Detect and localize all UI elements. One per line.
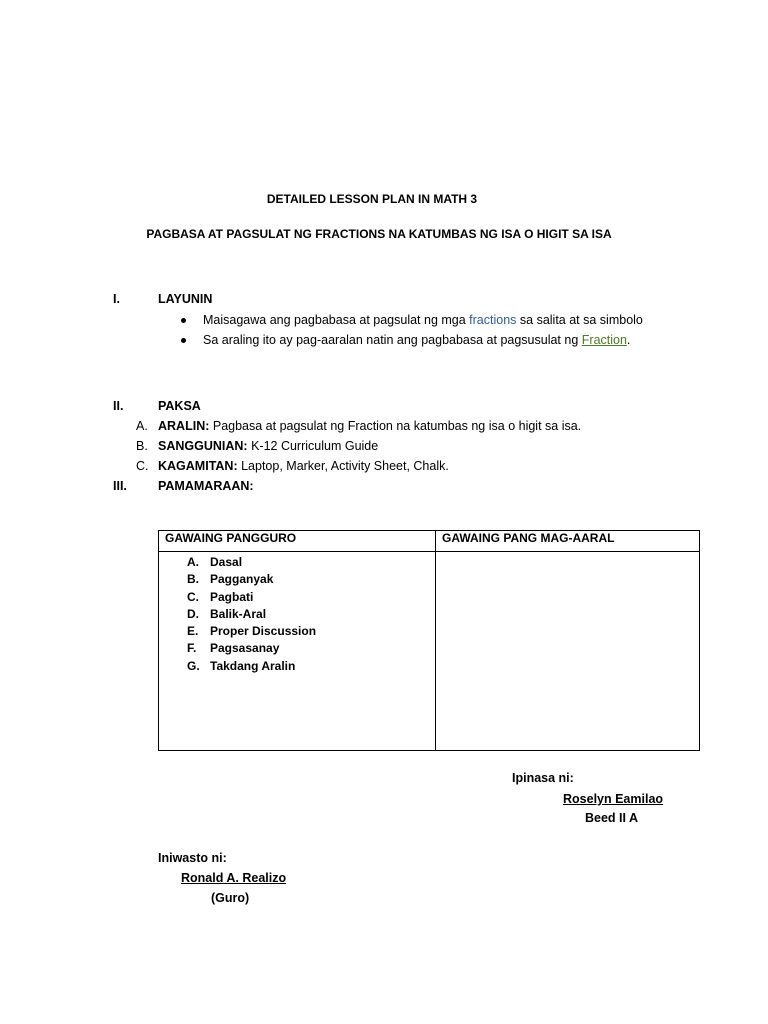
checker-name: Ronald A. Realizo bbox=[181, 871, 287, 885]
objective-1-text-after: sa salita at sa simbolo bbox=[516, 313, 643, 327]
topic-item-text: Pagbasa at pagsulat ng Fraction na katumbas ng isa o higit sa isa. bbox=[209, 419, 582, 433]
topic-item-label: ARALIN: bbox=[158, 419, 210, 433]
submitter-name: Roselyn Eamilao bbox=[563, 792, 664, 806]
section-1-numeral: I. bbox=[113, 292, 120, 306]
list-item bbox=[159, 640, 435, 657]
table-row bbox=[159, 552, 700, 751]
step-label: Pagganyak bbox=[210, 572, 274, 587]
section-2-numeral: II. bbox=[113, 399, 124, 413]
document-heading: DETAILED LESSON PLAN IN MATH 3 bbox=[266, 192, 478, 206]
topic-item-label: KAGAMITAN: bbox=[158, 459, 238, 473]
topic-item-text: Laptop, Marker, Activity Sheet, Chalk. bbox=[237, 459, 449, 473]
list-item bbox=[159, 554, 435, 571]
step-label: Dasal bbox=[210, 555, 243, 569]
teacher-activities-cell bbox=[159, 552, 436, 751]
section-2-title: PAKSA bbox=[158, 399, 201, 413]
objective-2 bbox=[203, 333, 630, 347]
table-header-teacher: GAWAING PANGGURO bbox=[159, 531, 436, 552]
topic-item-aralin bbox=[158, 419, 581, 433]
topic-item-letter: C. bbox=[136, 459, 149, 473]
step-label: Pagbati bbox=[210, 589, 254, 604]
section-1-title: LAYUNIN bbox=[158, 292, 213, 306]
objective-2-text-after: . bbox=[626, 333, 631, 347]
list-item bbox=[159, 589, 435, 606]
step-letter: C. bbox=[187, 589, 199, 604]
step-letter: G. bbox=[187, 658, 200, 673]
topic-item-kagamitan bbox=[158, 459, 449, 473]
list-item bbox=[159, 623, 435, 640]
document-subheading: PAGBASA AT PAGSULAT NG FRACTIONS NA KATUMBAS NG ISA O HIGIT SA ISA bbox=[146, 227, 612, 241]
topic-item-sanggunian bbox=[158, 439, 378, 453]
step-letter: B. bbox=[187, 572, 199, 587]
step-label: Proper Discussion bbox=[210, 624, 317, 639]
checker-role: (Guro) bbox=[211, 891, 250, 905]
topic-item-letter: A. bbox=[136, 419, 148, 433]
objective-1-highlight: fractions bbox=[469, 313, 517, 327]
section-3-numeral: III. bbox=[113, 479, 127, 493]
topic-item-text: K-12 Curriculum Guide bbox=[247, 439, 379, 453]
checked-label: Iniwasto ni: bbox=[158, 851, 227, 865]
objective-1-text-before: Maisagawa ang pagbabasa at pagsulat ng mga bbox=[203, 313, 470, 327]
step-letter: F. bbox=[187, 641, 197, 656]
bullet-icon bbox=[181, 338, 186, 343]
bullet-icon bbox=[181, 318, 186, 323]
step-letter: A. bbox=[187, 555, 199, 569]
table-header-row bbox=[159, 531, 700, 552]
step-label: Takdang Aralin bbox=[210, 658, 296, 673]
submitter-section: Beed II A bbox=[585, 811, 639, 825]
objective-2-highlight: Fraction bbox=[581, 333, 627, 347]
step-letter: D. bbox=[187, 606, 199, 621]
step-letter: E. bbox=[187, 624, 199, 639]
list-item bbox=[159, 606, 435, 623]
table-header-student: GAWAING PANG MAG-AARAL bbox=[436, 531, 700, 552]
step-label: Balik-Aral bbox=[210, 606, 267, 621]
objective-2-text-before: Sa araling ito ay pag-aaralan natin ang pagbabasa at pagsusulat ng bbox=[203, 333, 582, 347]
submitted-label: Ipinasa ni: bbox=[512, 771, 574, 785]
procedure-table bbox=[158, 530, 700, 751]
topic-item-label: SANGGUNIAN: bbox=[158, 439, 248, 453]
objective-1 bbox=[203, 313, 643, 327]
step-label: Pagsasanay bbox=[210, 641, 280, 656]
student-activities-cell bbox=[436, 552, 700, 751]
list-item bbox=[159, 658, 435, 675]
list-item bbox=[159, 571, 435, 588]
section-3-title: PAMAMARAAN: bbox=[158, 479, 254, 493]
topic-item-letter: B. bbox=[136, 439, 148, 453]
teacher-steps-list bbox=[159, 552, 435, 675]
